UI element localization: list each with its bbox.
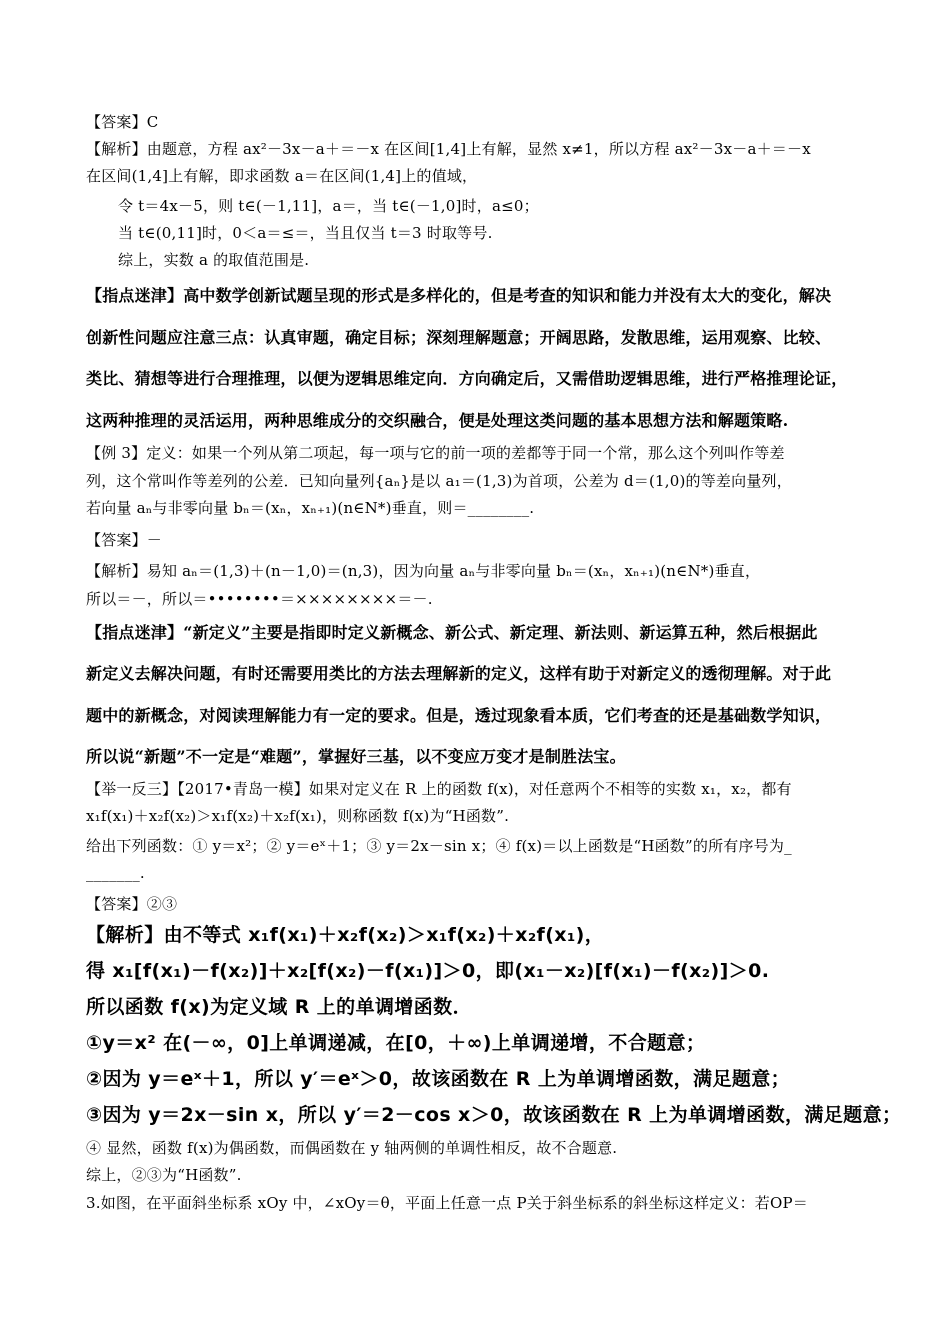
answer-c: 【答案】C	[86, 113, 159, 131]
question-3-line-1: 3.如图，在平面斜坐标系 xOy 中，∠xOy＝θ，平面上任意一点 P关于斜坐标系的斜坐标这样定义：若OP＝	[86, 1194, 808, 1212]
practice-line-1: 【举一反三】【2017•青岛一模】如果对定义在 R 上的函数 f(x)，对任意两个不相等的实数 x₁，x₂，都有	[86, 780, 792, 798]
practice-line-2: x₁f(x₁)＋x₂f(x₂)＞x₁f(x₂)＋x₂f(x₁)，则称函数 f(x)为“H函数”.	[86, 807, 510, 825]
example-3-line-3: 若向量 aₙ与非零向量 bₙ＝(xₙ，xₙ₊₁)(n∈N*)垂直，则＝________.	[86, 499, 535, 517]
practice-line-4: _______.	[86, 864, 145, 882]
analysis-line-2: 在区间(1,4]上有解，即求函数 a＝在区间(1,4]上的值域，	[86, 167, 478, 185]
answer-2: 【答案】－	[86, 531, 163, 549]
tip-2-line-1: 【指点迷津】“新定义”主要是指即时定义新概念、新公式、新定理、新法则、新运算五种，然后根据此	[86, 623, 818, 642]
analysis-3-line-6: ③因为 y＝2x－sin x，所以 y′＝2－cos x＞0，故该函数在 R 上为单调增函数，满足题意；	[86, 1104, 902, 1126]
tip-2-line-4: 所以说“新题”不一定是“难题”，掌握好三基，以不变应万变才是制胜法宝。	[86, 747, 626, 766]
analysis-3-line-1: 【解析】由不等式 x₁f(x₁)＋x₂f(x₂)＞x₁f(x₂)＋x₂f(x₁)，	[86, 924, 605, 946]
answer-3: 【答案】②③	[86, 895, 178, 913]
analysis-3-line-7: ④ 显然，函数 f(x)为偶函数，而偶函数在 y 轴两侧的单调性相反，故不合题意.	[86, 1139, 618, 1157]
example-3-line-2: 列，这个常叫作等差列的公差．已知向量列{aₙ}是以 a₁＝(1,3)为首项，公差为 d＝(1,0)的等差向量列，	[86, 472, 792, 490]
analysis-line-1: 【解析】由题意，方程 ax²－3x－a＋＝－x 在区间[1,4]上有解，显然 x≠1，所以方程 ax²－3x－a＋＝－x	[86, 140, 811, 158]
analysis-3-line-4: ①y＝x² 在(－∞，0]上单调递减，在[0，＋∞)上单调递增，不合题意；	[86, 1032, 706, 1054]
tip-2-line-3: 题中的新概念，对阅读理解能力有一定的要求。但是，透过现象看本质，它们考查的还是基础数学知识，	[86, 706, 832, 725]
analysis-3-line-3: 所以函数 f(x)为定义域 R 上的单调增函数．	[86, 996, 472, 1018]
analysis-2-line-2: 所以＝－，所以＝••••••••＝××××××××＝－.	[86, 590, 433, 608]
analysis-line-5: 综上，实数 a 的取值范围是.	[118, 251, 310, 269]
tip-1-line-3: 类比、猜想等进行合理推理，以便为逻辑思维定向．方向确定后，又需借助逻辑思维，进行严格推理论证，	[86, 369, 848, 388]
tip-2-line-2: 新定义去解决问题，有时还需要用类比的方法去理解新的定义，这样有助于对新定义的透彻理解。对于此	[86, 664, 832, 683]
analysis-3-line-2: 得 x₁[f(x₁)－f(x₂)]＋x₂[f(x₂)－f(x₁)]＞0，即(x₁－x₂)[f(x₁)－f(x₂)]＞0.	[86, 960, 770, 982]
analysis-line-3: 令 t＝4x－5，则 t∈(－1,11]，a＝，当 t∈(－1,0]时，a≤0；	[118, 197, 539, 215]
analysis-line-4: 当 t∈(0,11]时，0＜a＝≤＝，当且仅当 t＝3 时取等号.	[118, 224, 493, 242]
analysis-2-line-1: 【解析】易知 aₙ＝(1,3)＋(n－1,0)＝(n,3)，因为向量 aₙ与非零向量 bₙ＝(xₙ，xₙ₊₁)(n∈N*)垂直，	[86, 562, 761, 580]
example-3-line-1: 【例 3】定义：如果一个列从第二项起，每一项与它的前一项的差都等于同一个常，那么这个列叫作等差	[86, 444, 785, 462]
tip-1-line-1: 【指点迷津】高中数学创新试题呈现的形式是多样化的，但是考查的知识和能力并没有太大的变化，解决	[86, 286, 832, 305]
analysis-3-line-8: 综上，②③为“H函数”.	[86, 1166, 242, 1184]
practice-line-3: 给出下列函数：① y＝x²；② y＝eˣ＋1；③ y＝2x－sin x；④ f(x)＝以上函数是“H函数”的所有序号为_	[86, 837, 792, 855]
tip-1-line-4: 这两种推理的灵活运用，两种思维成分的交织融合，便是处理这类问题的基本思想方法和解题策略.	[86, 411, 789, 430]
tip-1-line-2: 创新性问题应注意三点：认真审题，确定目标；深刻理解题意；开阔思路，发散思维，运用观察、比较、	[86, 328, 832, 347]
analysis-3-line-5: ②因为 y＝eˣ＋1，所以 y′＝eˣ＞0，故该函数在 R 上为单调增函数，满足题意；	[86, 1068, 791, 1090]
